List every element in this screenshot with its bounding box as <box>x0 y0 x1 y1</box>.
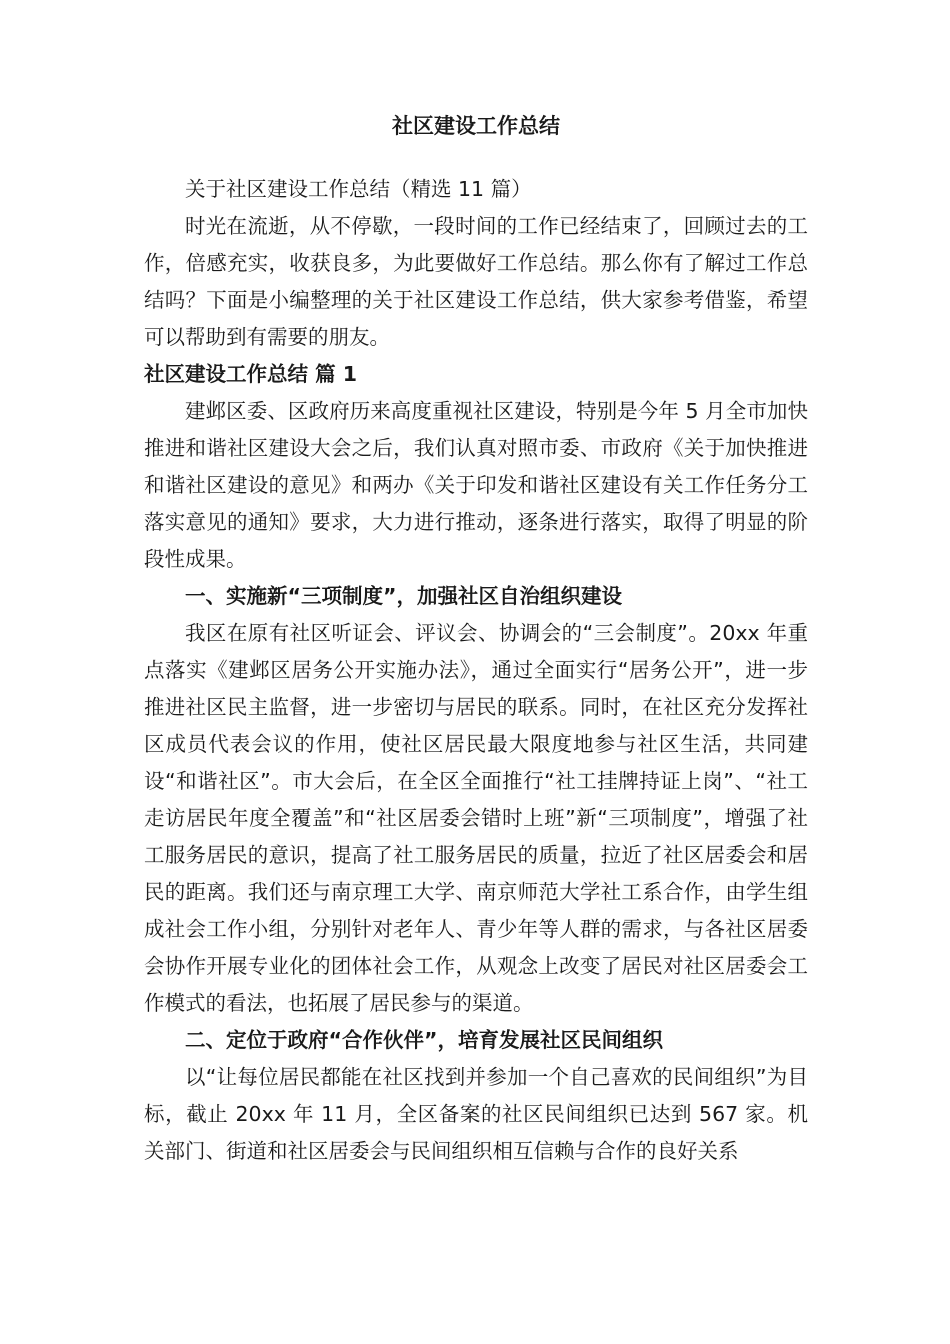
paragraph-1: 建邺区委、区政府历来高度重视社区建设，特别是今年 5 月全市加快推进和谐社区建设大会之后，我们认真对照市委、市政府《关于加快推进和谐社区建设的意见》和两办《关于印发和谐社区建设有关工作任务分工落实意见的通知》要求，大力进行推动，逐条进行落实，取得了明显的阶段性成果。 <box>144 399 808 571</box>
section-heading: 社区建设工作总结 篇 1 <box>144 362 358 386</box>
document-title: 社区建设工作总结 <box>392 114 560 138</box>
subheading-1: 一、实施新“三项制度”，加强社区自治组织建设 <box>185 584 622 608</box>
paragraph-3: 以“让每位居民都能在社区找到并参加一个自己喜欢的民间组织”为目标，截止 20xx 年 11 月，全区备案的社区民间组织已达到 567 家。机关部门、街道和社区居委会与民间组织相互信赖与合作的良好关系 <box>144 1065 808 1163</box>
paragraph-2: 我区在原有社区听证会、评议会、协调会的“三会制度”。20xx 年重点落实《建邺区居务公开实施办法》，通过全面实行“居务公开”，进一步推进社区民主监督，进一步密切与居民的联系。同时，在社区充分发挥社区成员代表会议的作用，使社区居民最大限度地参与社区生活，共同建设“和谐社区”。市大会后，在全区全面推行“社工挂牌持证上岗”、“社工走访居民年度全覆盖”和“社区居委会错时上班”新“三项制度”，增强了社工服务居民的意识，提高了社工服务居民的质量，拉近了社区居委会和居民的距离。我们还与南京理工大学、南京师范大学社工系合作，由学生组成社会工作小组，分别针对老年人、青少年等人群的需求，与各社区居委会协作开展专业化的团体社会工作，从观念上改变了居民对社区居委会工作模式的看法，也拓展了居民参与的渠道。 <box>144 621 808 1015</box>
intro-paragraph: 时光在流逝，从不停歇，一段时间的工作已经结束了，回顾过去的工作，倍感充实，收获良多，为此要做好工作总结。那么你有了解过工作总结吗？下面是小编整理的关于社区建设工作总结，供大家参考借鉴，希望可以帮助到有需要的朋友。 <box>144 214 808 349</box>
subheading-2: 二、定位于政府“合作伙伴”，培育发展社区民间组织 <box>185 1028 663 1052</box>
document-page <box>144 108 808 1170</box>
document-subtitle: 关于社区建设工作总结（精选 11 篇） <box>185 177 532 201</box>
